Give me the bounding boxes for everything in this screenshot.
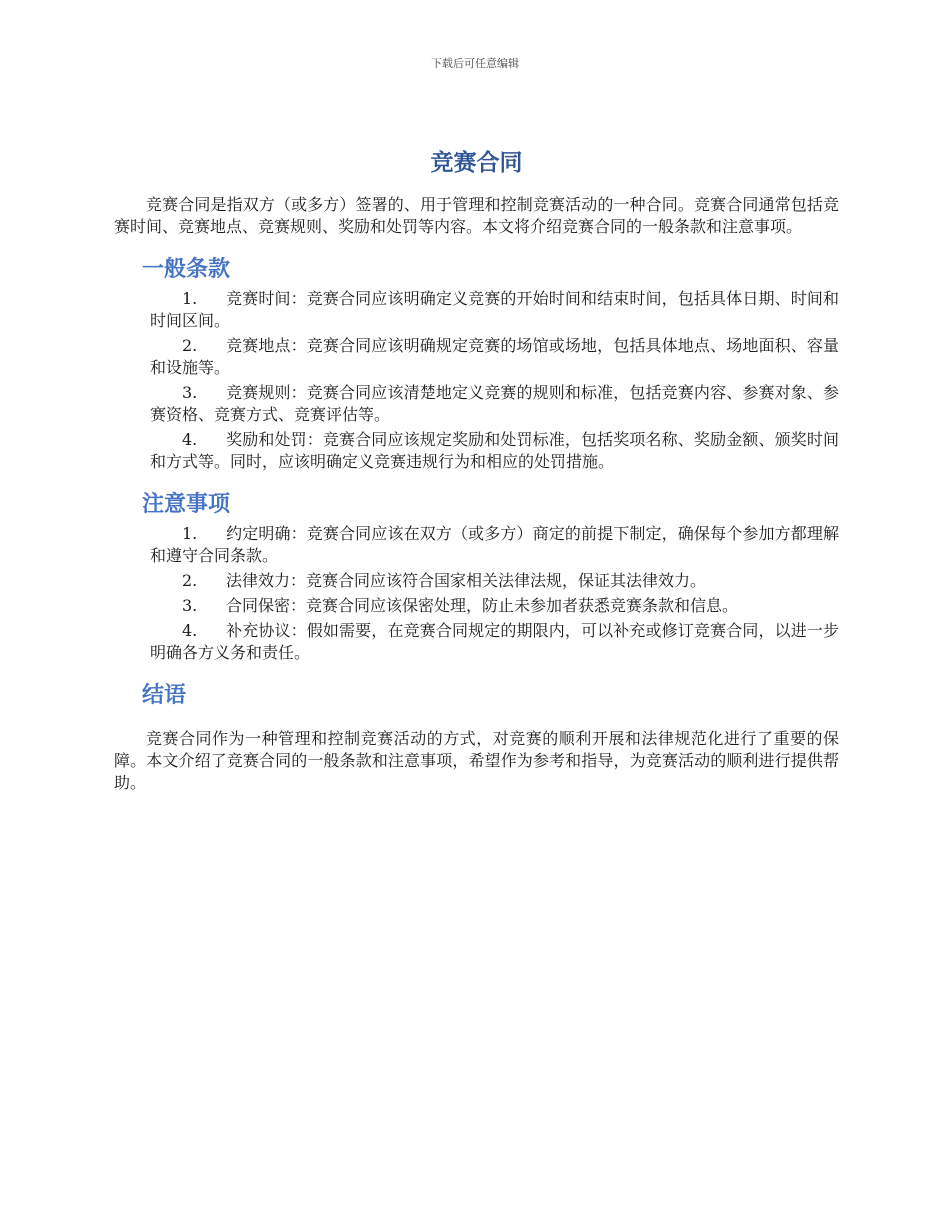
list-item-text: 竞赛地点：竞赛合同应该明确规定竞赛的场馆或场地，包括具体地点、场地面积、容量和设施等。 xyxy=(150,336,839,377)
header-note: 下载后可任意编辑 xyxy=(431,57,519,70)
list-item-number: 1. xyxy=(182,524,198,543)
list-item-text: 合同保密：竞赛合同应该保密处理，防止未参加者获悉竞赛条款和信息。 xyxy=(226,596,739,615)
list-item xyxy=(114,429,839,473)
list-item-text: 奖励和处罚：竞赛合同应该规定奖励和处罚标准，包括奖项名称、奖励金额、颁奖时间和方式等。同时，应该明确定义竞赛违规行为和相应的处罚措施。 xyxy=(150,430,839,471)
list-item xyxy=(114,570,839,592)
document-title: 竞赛合同 xyxy=(430,150,523,176)
list-item-text: 竞赛时间：竞赛合同应该明确定义竞赛的开始时间和结束时间，包括具体日期、时间和时间区间。 xyxy=(150,289,839,330)
list-item xyxy=(114,335,839,379)
list-item-number: 4. xyxy=(182,430,198,449)
list-item-text: 补充协议：假如需要，在竞赛合同规定的期限内，可以补充或修订竞赛合同，以进一步明确各方义务和责任。 xyxy=(150,621,839,662)
document-body xyxy=(114,146,839,794)
section-heading-general-terms: 一般条款 xyxy=(142,257,231,282)
list-item xyxy=(114,595,839,617)
list-item-number: 2. xyxy=(182,336,198,355)
list-item-text: 竞赛规则：竞赛合同应该清楚地定义竞赛的规则和标准，包括竞赛内容、参赛对象、参赛资格、竞赛方式、竞赛评估等。 xyxy=(150,383,839,424)
list-item-number: 4. xyxy=(182,621,198,640)
list-item-number: 3. xyxy=(182,596,198,615)
list-item-text: 约定明确：竞赛合同应该在双方（或多方）商定的前提下制定，确保每个参加方都理解和遵守合同条款。 xyxy=(150,524,839,565)
list-item xyxy=(114,382,839,426)
intro-paragraph: 竞赛合同是指双方（或多方）签署的、用于管理和控制竞赛活动的一种合同。竞赛合同通常包括竞赛时间、竞赛地点、竞赛规则、奖励和处罚等内容。本文将介绍竞赛合同的一般条款和注意事项。 xyxy=(114,195,839,236)
list-item xyxy=(114,523,839,567)
list-item xyxy=(114,288,839,332)
list-item-text: 法律效力：竞赛合同应该符合国家相关法律法规，保证其法律效力。 xyxy=(226,571,707,590)
list-item-number: 2. xyxy=(182,571,198,590)
section-heading-notes: 注意事项 xyxy=(142,492,231,517)
list-item-number: 3. xyxy=(182,383,198,402)
list-item xyxy=(114,620,839,664)
conclusion-paragraph: 竞赛合同作为一种管理和控制竞赛活动的方式，对竞赛的顺利开展和法律规范化进行了重要的保障。本文介绍了竞赛合同的一般条款和注意事项，希望作为参考和指导，为竞赛活动的顺利进行提供帮助。 xyxy=(114,729,839,792)
list-item-number: 1. xyxy=(182,289,198,308)
section-heading-conclusion: 结语 xyxy=(142,683,187,708)
